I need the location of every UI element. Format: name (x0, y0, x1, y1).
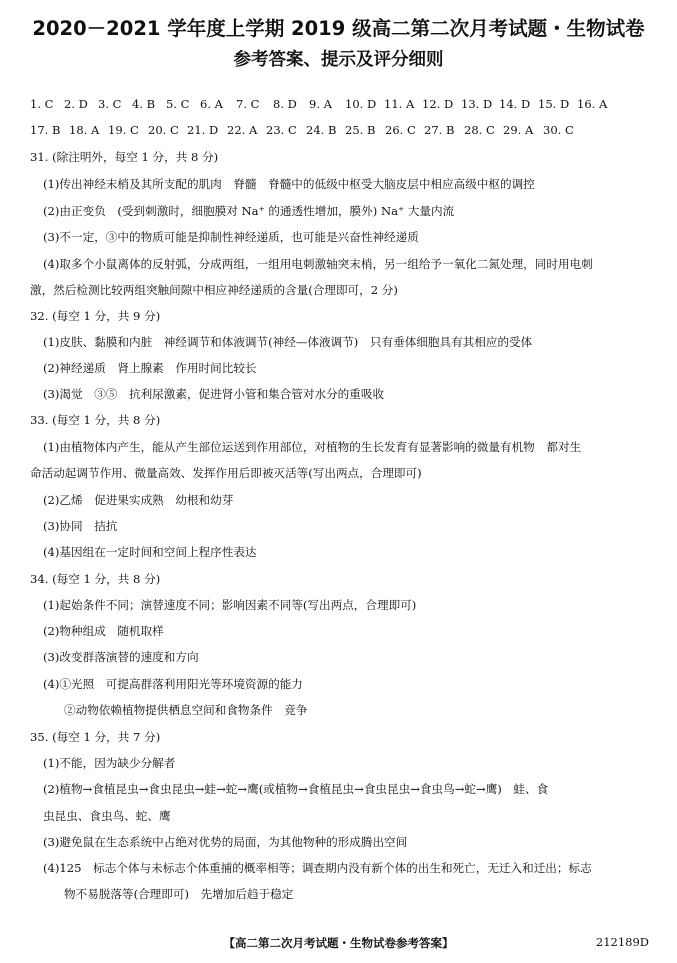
choice-answer-item: 2. D (64, 97, 88, 111)
question-heading: 32. (每空 1 分，共 9 分) (30, 309, 161, 323)
choice-answer-item: 29. A (503, 123, 534, 137)
choice-answer-item: 23. C (266, 123, 297, 137)
document-code: 212189D (595, 935, 649, 949)
answer-line: 激，然后检测比较两组突触间隙中相应神经递质的含量(合理即可，2 分) (30, 283, 398, 297)
choice-answer-item: 18. A (69, 123, 100, 137)
answer-line: (4)取多个小鼠离体的反射弧，分成两组，一组用电刺激轴突末梢，另一组给予一氧化二氮处理，同时用电刺 (43, 257, 593, 271)
choice-answer-item: 12. D (422, 97, 454, 111)
choice-answer-item: 19. C (108, 123, 139, 137)
question-heading: 33. (每空 1 分，共 8 分) (30, 413, 161, 427)
choice-answer-item: 21. D (187, 123, 219, 137)
choice-answer-item: 10. D (345, 97, 377, 111)
page-subtitle: 参考答案、提示及评分细则 (233, 50, 444, 70)
choice-answer-item: 24. B (306, 123, 337, 137)
answer-line: (4)基因组在一定时间和空间上程序性表达 (43, 545, 257, 559)
choice-answer-item: 9. A (309, 97, 332, 111)
answer-line: (1)不能，因为缺少分解者 (43, 756, 176, 770)
choice-answer-item: 14. D (499, 97, 531, 111)
choice-answer-item: 3. C (98, 97, 122, 111)
answer-line: ②动物依赖植物提供栖息空间和食物条件 竞争 (64, 703, 308, 717)
page-title: 2020－2021 学年度上学期 2019 级高二第二次月考试题・生物试卷 (32, 17, 645, 40)
choice-answer-item: 13. D (461, 97, 493, 111)
answer-line: (3)渴觉 ③⑤ 抗利尿激素，促进肾小管和集合管对水分的重吸收 (43, 387, 385, 401)
answer-line: (2)乙烯 促进果实成熟 幼根和幼芽 (43, 493, 234, 507)
choice-answer-item: 25. B (345, 123, 376, 137)
choice-answer-item: 27. B (424, 123, 455, 137)
choice-answer-item: 4. B (132, 97, 156, 111)
answer-line: (2)神经递质 肾上腺素 作用时间比较长 (43, 361, 257, 375)
choice-answer-item: 30. C (543, 123, 574, 137)
answer-line: (3)协同 拮抗 (43, 519, 118, 533)
answer-line: (4)125 标志个体与未标志个体重捕的概率相等；调查期内没有新个体的出生和死亡，无迁入和迁出；标志 (43, 861, 592, 875)
choice-answer-item: 15. D (538, 97, 570, 111)
answer-line: (1)由植物体内产生，能从产生部位运送到作用部位，对植物的生长发育有显著影响的微量有机物 都对生 (43, 440, 582, 454)
choice-answer-item: 22. A (227, 123, 258, 137)
answer-line: (2)植物→食植昆虫→食虫昆虫→蛙→蛇→鹰(或植物→食植昆虫→食虫昆虫→食虫鸟→蛇→鹰) 蛙、食 (43, 782, 549, 796)
answer-line: (1)传出神经末梢及其所支配的肌肉 脊髓 脊髓中的低级中枢受大脑皮层中相应高级中枢的调控 (43, 177, 535, 191)
question-heading: 34. (每空 1 分，共 8 分) (30, 572, 161, 586)
choice-answer-item: 6. A (200, 97, 223, 111)
answer-line: (3)不一定，③中的物质可能是抑制性神经递质，也可能是兴奋性神经递质 (43, 230, 419, 244)
choice-answer-item: 28. C (464, 123, 495, 137)
choice-answer-item: 5. C (166, 97, 190, 111)
answer-line: (4)①光照 可提高群落利用阳光等环境资源的能力 (43, 677, 303, 691)
answer-line: 命活动起调节作用、微量高效、发挥作用后即被灭活等(写出两点，合理即可) (30, 466, 422, 480)
question-heading: 31. (除注明外，每空 1 分，共 8 分) (30, 150, 219, 164)
answer-line: (2)物种组成 随机取样 (43, 624, 164, 638)
answer-line: 物不易脱落等(合理即可) 先增加后趋于稳定 (64, 887, 294, 901)
answer-line: 虫昆虫、食虫鸟、蛇、鹰 (43, 809, 171, 823)
answer-line: (1)起始条件不同；演替速度不同；影响因素不同等(写出两点，合理即可) (43, 598, 417, 612)
answer-line: (1)皮肤、黏膜和内脏 神经调节和体液调节(神经—体液调节) 只有垂体细胞具有其相应的受体 (43, 335, 533, 349)
choice-answer-item: 17. B (30, 123, 61, 137)
answer-line: (3)改变群落演替的速度和方向 (43, 650, 199, 664)
answer-line: (2)由正变负 (受到刺激时，细胞膜对 Na⁺ 的通透性增加，膜外) Na⁺ 大量内流 (43, 204, 455, 218)
choice-answer-item: 7. C (236, 97, 260, 111)
choice-answer-item: 8. D (273, 97, 297, 111)
choice-answer-item: 1. C (30, 97, 54, 111)
question-heading: 35. (每空 1 分，共 7 分) (30, 730, 161, 744)
footer-title: 【高二第二次月考试题・生物试卷参考答案】 (223, 936, 454, 950)
answer-line: (3)避免鼠在生态系统中占绝对优势的局面，为其他物种的形成腾出空间 (43, 835, 408, 849)
choice-answer-item: 11. A (384, 97, 415, 111)
choice-answer-item: 16. A (577, 97, 608, 111)
choice-answer-item: 26. C (385, 123, 416, 137)
choice-answer-item: 20. C (148, 123, 179, 137)
